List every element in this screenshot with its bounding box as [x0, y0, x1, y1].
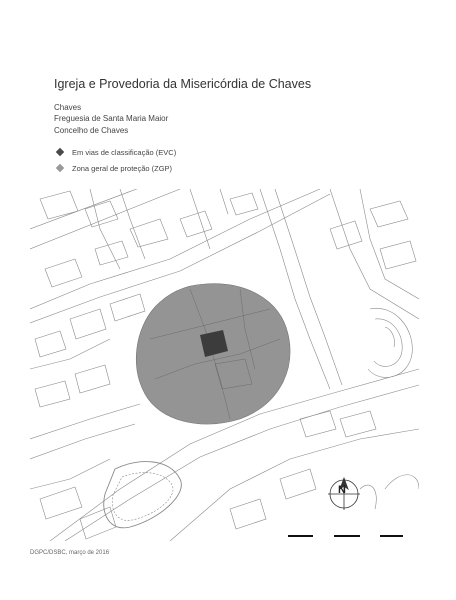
legend-label-evc: Em vias de classificação (EVC): [72, 147, 177, 157]
location-parish: Freguesia de Santa Maria Maior: [54, 114, 169, 123]
location-city: Chaves: [54, 103, 82, 112]
legend-label-zgp: Zona geral de proteção (ZGP): [72, 163, 173, 173]
map-credit: DGPC/DSBC, março de 2016: [30, 550, 110, 556]
location-municipality: Concelho de Chaves: [54, 126, 129, 135]
north-label: N: [338, 484, 346, 496]
legend-item-evc: [57, 146, 176, 158]
zgp-diamond-icon: [56, 164, 64, 172]
evc-diamond-icon: [56, 148, 64, 156]
legend-item-zgp: [57, 162, 172, 174]
street-map: [30, 189, 419, 541]
page-title: Igreja e Provedoria da Misericórdia de Chaves: [54, 77, 312, 91]
